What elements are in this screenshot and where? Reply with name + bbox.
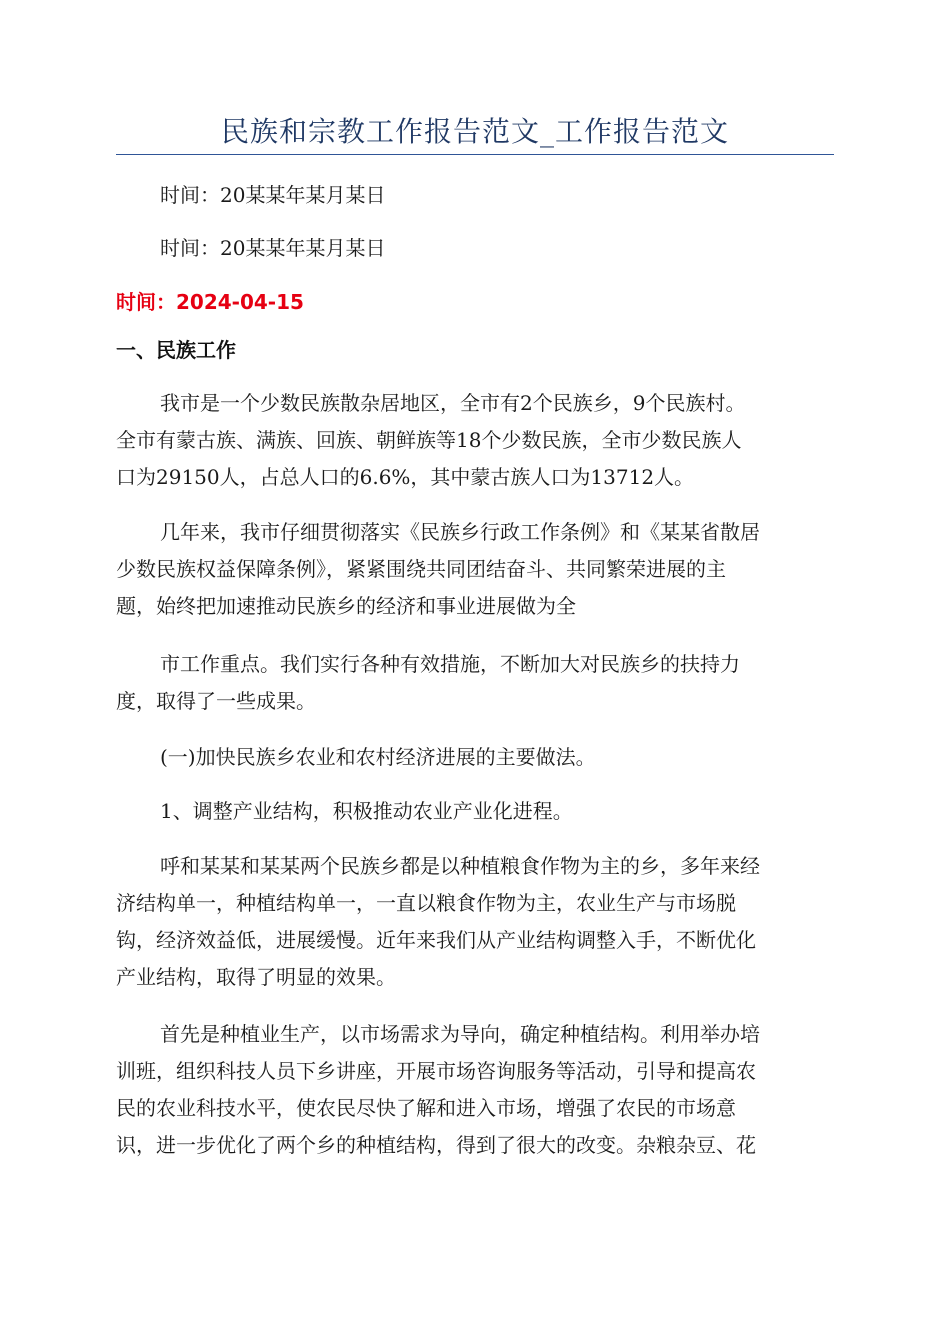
paragraph-line: 几年来，我市仔细贯彻落实《民族乡行政工作条例》和《某某省散居	[160, 520, 760, 544]
paragraph-line: 少数民族权益保障条例》，紧紧围绕共同团结奋斗、共同繁荣进展的主	[116, 557, 726, 581]
paragraph-line: 度，取得了一些成果。	[116, 689, 316, 713]
paragraph-line: 市工作重点。我们实行各种有效措施，不断加大对民族乡的扶持力	[160, 652, 740, 676]
title-underline	[116, 154, 834, 155]
paragraph-line: 题，始终把加速推动民族乡的经济和事业进展做为全	[116, 594, 576, 618]
paragraph-line: 全市有蒙古族、满族、回族、朝鲜族等18个少数民族，全市少数民族人	[116, 428, 742, 452]
paragraph-line: 钩，经济效益低，进展缓慢。近年来我们从产业结构调整入手，不断优化	[116, 928, 756, 952]
paragraph-line: 识，进一步优化了两个乡的种植结构，得到了很大的改变。杂粮杂豆、花	[116, 1133, 756, 1157]
subsection-item: 1、调整产业结构，积极推动农业产业化进程。	[160, 799, 573, 823]
paragraph-line: 首先是种植业生产，以市场需求为导向，确定种植结构。利用举办培	[160, 1022, 760, 1046]
paragraph-line: 我市是一个少数民族散杂居地区，全市有2个民族乡，9个民族村。	[160, 391, 746, 415]
section-heading: 一、民族工作	[116, 338, 236, 362]
paragraph-line: 训班，组织科技人员下乡讲座，开展市场咨询服务等活动，引导和提高农	[116, 1059, 756, 1083]
document-title: 民族和宗教工作报告范文_工作报告范文	[220, 115, 729, 148]
time-line-2: 时间：20某某年某月某日	[160, 236, 386, 260]
paragraph-line: 济结构单一，种植结构单一，一直以粮食作物为主，农业生产与市场脱	[116, 891, 736, 915]
paragraph-line: 民的农业科技水平，使农民尽快了解和进入市场，增强了农民的市场意	[116, 1096, 736, 1120]
paragraph-line: 产业结构，取得了明显的效果。	[116, 965, 396, 989]
paragraph-line: 口为29150人，占总人口的6.6%，其中蒙古族人口为13712人。	[116, 465, 695, 489]
time-line-1: 时间：20某某年某月某日	[160, 183, 386, 207]
paragraph-line: 呼和某某和某某两个民族乡都是以种植粮食作物为主的乡，多年来经	[160, 854, 760, 878]
publish-date: 时间：2024-04-15	[116, 290, 304, 314]
subsection-heading: (一)加快民族乡农业和农村经济进展的主要做法。	[160, 745, 596, 769]
